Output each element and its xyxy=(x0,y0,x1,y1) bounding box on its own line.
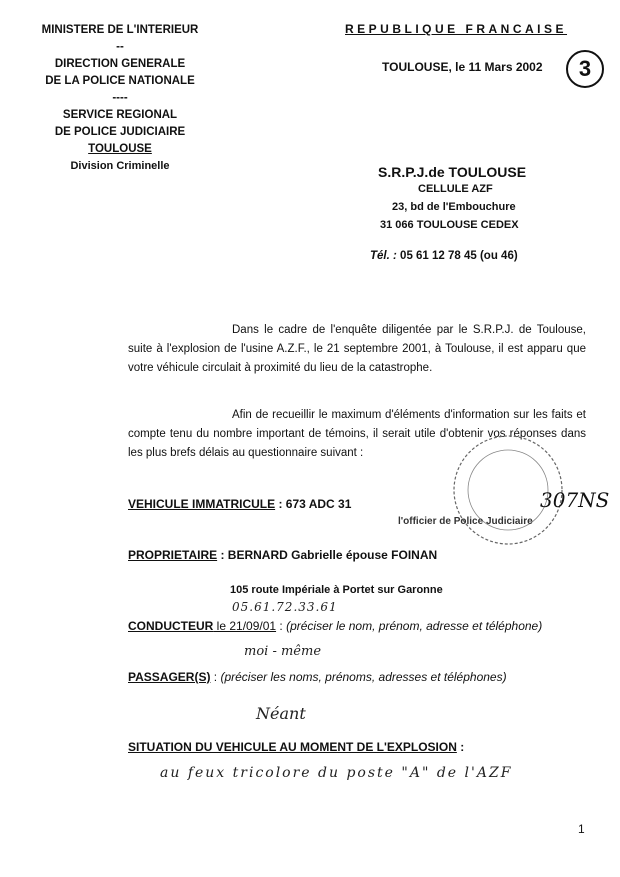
ministry-line: MINISTERE DE L'INTERIEUR xyxy=(41,24,199,36)
city-address: 31 066 TOULOUSE CEDEX xyxy=(380,219,519,231)
situation-label: SITUATION DU VEHICULE AU MOMENT DE L'EXPLOSION xyxy=(128,740,457,754)
vehicle-plate: 673 ADC 31 xyxy=(285,497,352,511)
stamp-handwritten-number: 307NS xyxy=(540,488,610,512)
situation-line xyxy=(128,740,464,754)
service-regional-line: SERVICE REGIONAL xyxy=(62,109,178,121)
direction-line: DIRECTION GENERALE xyxy=(54,58,186,70)
owner-line xyxy=(128,548,437,562)
service-name: S.R.P.J.de TOULOUSE xyxy=(378,164,527,180)
date-line: TOULOUSE, le 11 Mars 2002 xyxy=(382,60,543,74)
driver-sep: : xyxy=(276,619,287,633)
situation-answer-handwritten: au feux tricolore du poste "A" de l'AZF xyxy=(160,765,513,781)
header-separator: -- xyxy=(116,41,124,53)
tel-label: Tél. : xyxy=(370,250,397,262)
left-header xyxy=(20,22,220,175)
republic-heading: REPUBLIQUE FRANCAISE xyxy=(345,22,568,36)
driver-hint: (préciser le nom, prénom, adresse et téléphone) xyxy=(286,619,543,633)
vehicle-sep: : xyxy=(275,497,286,511)
owner-phone-handwritten: 05.61.72.33.61 xyxy=(232,600,338,614)
police-nationale-line: DE LA POLICE NATIONALE xyxy=(45,75,195,87)
page-mark-circle: 3 xyxy=(566,50,604,88)
header-separator: ---- xyxy=(112,92,128,104)
driver-line xyxy=(128,619,542,633)
passengers-sep: : xyxy=(210,670,221,684)
cell-name: CELLULE AZF xyxy=(418,183,493,195)
passengers-answer-handwritten: Néant xyxy=(256,704,306,723)
tel-number: 05 61 12 78 45 (ou 46) xyxy=(400,250,518,262)
intro-paragraph: Dans le cadre de l'enquête diligentée par le S.R.P.J. de Toulouse, suite à l'explosion de l'usine A.Z.F., le 21 septembre 2001, à Toulouse, il est apparu que votre véhicule circulait à proximité du lieu de la catastrophe. xyxy=(128,324,586,374)
street-address: 23, bd de l'Embouchure xyxy=(392,201,516,213)
division-line: Division Criminelle xyxy=(70,160,170,172)
owner-name: BERNARD Gabrielle épouse FOINAN xyxy=(227,548,438,562)
vehicle-line xyxy=(128,497,351,511)
city-line: TOULOUSE xyxy=(88,143,152,155)
owner-label: PROPRIETAIRE xyxy=(128,548,218,562)
owner-sep: : xyxy=(217,548,228,562)
passengers-label: PASSAGER(S) xyxy=(128,670,211,684)
driver-label: CONDUCTEUR xyxy=(128,619,214,633)
stamp-officer-line: l'officier de Police Judiciaire xyxy=(398,516,533,527)
passengers-hint: (préciser les noms, prénoms, adresses et téléphones) xyxy=(220,670,507,684)
driver-date: le 21/09/01 xyxy=(213,619,277,633)
telephone-line xyxy=(370,250,518,262)
owner-address: 105 route Impériale à Portet sur Garonne xyxy=(230,584,443,596)
passengers-line xyxy=(128,670,507,684)
driver-answer-handwritten: moi - même xyxy=(244,644,322,659)
request-paragraph: Afin de recueillir le maximum d'éléments d'information sur les faits et compte tenu du nombre important de témoins, il serait utile d'obtenir vos réponses dans les plus brefs délais au questionnaire suivant : xyxy=(128,409,586,459)
page-number: 1 xyxy=(578,822,585,836)
police-judiciaire-line: DE POLICE JUDICIAIRE xyxy=(54,126,186,138)
situation-sep: : xyxy=(456,740,465,754)
vehicle-label: VEHICULE IMMATRICULE xyxy=(128,497,276,511)
